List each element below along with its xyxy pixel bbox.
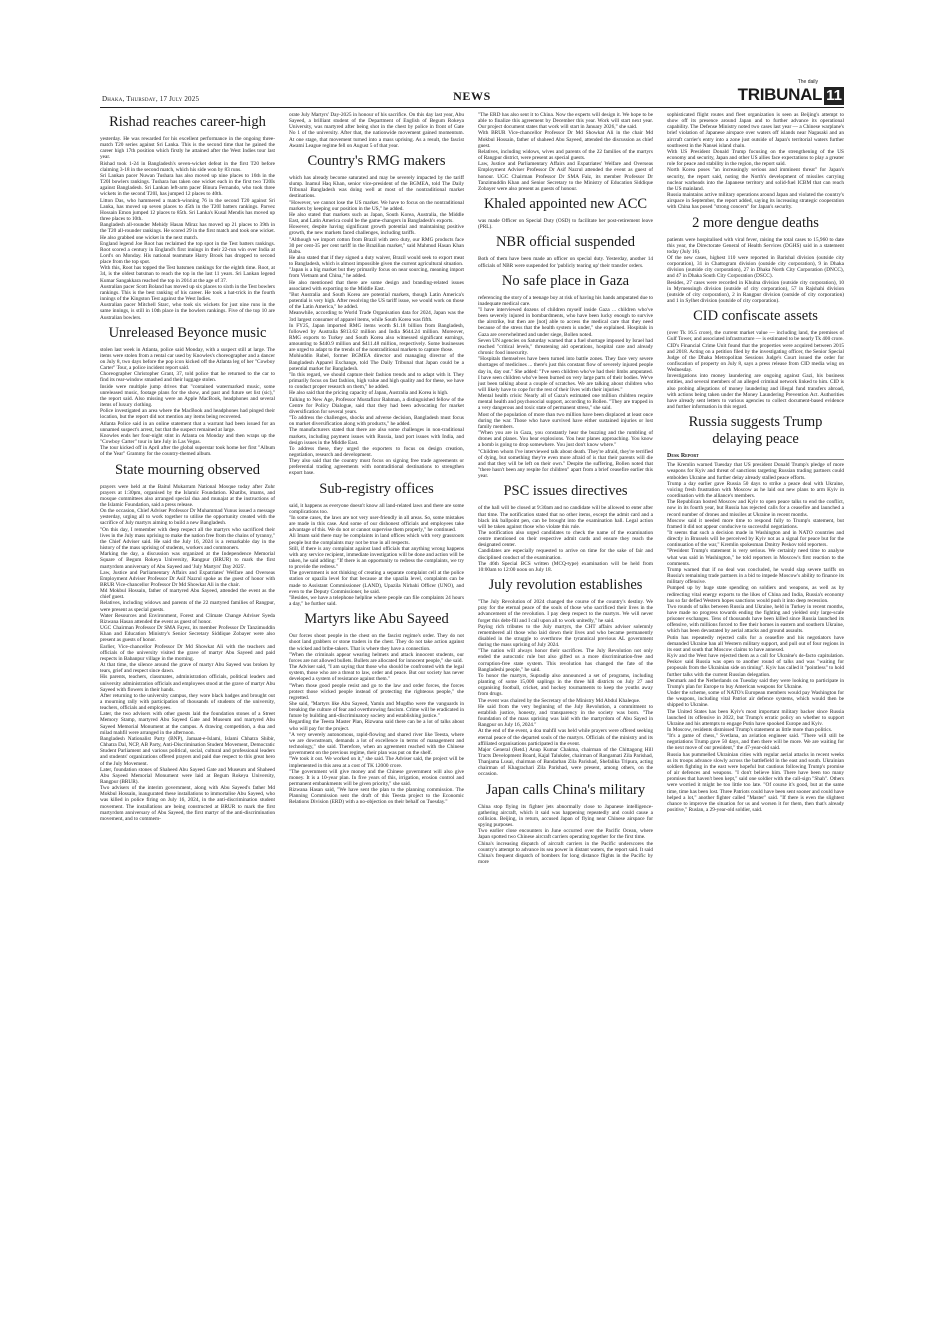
story-dengue bbox=[667, 215, 844, 305]
paragraph: "Besides, we have a telephone helpline where people can file complaints 24 hours a day," he further said. bbox=[289, 594, 464, 608]
paragraph: (over Tk 16.5 crore), the current market value — including land, the premises of Gulf Tower, and associated infrastructure — is estimated to be nearly Tk 400 crore. bbox=[667, 330, 844, 343]
paragraph: Putin has repeatedly rejected calls for a ceasefire and his negotiators have demanded Ukraine ban all Western military support, and pull out of four regions in its east and south that Moscow claims to have annexed. bbox=[667, 634, 844, 653]
paragraph: Besides, 27 cases were recorded in Khulna division (outside city corporation), 10 in Mymensingh division (outside of city corporation), 57 in Rajshahi division (outside of city corporation), 2 in Rangpur division (outside of city corporation) and 1 in Sylhet division (outside of city corporation). bbox=[667, 279, 844, 305]
story-nbr bbox=[478, 234, 653, 268]
paragraph: Australian pacer Mitchell Starc, who took six wickets for just nine runs in the same innings, is still in 10th place in the bowlers rankings. Five of the top 10 are Australian bowlers. bbox=[100, 302, 275, 321]
paragraph: Both of them have been made an officer on special duty. Yesterday, another 14 officials of NBR were suspended for 'publicly tearing up' their transfer orders. bbox=[478, 256, 653, 269]
paragraph: Choreographer Christopher Grant, 37, told police that he returned to the car to find its rear-window smashed and their luggage stolen. bbox=[100, 371, 275, 384]
paragraph: Knowles ends her four-night stint in Atlanta on Monday and then wraps up the "Cowboy Carter" tour in late July in Las Vegas. bbox=[100, 432, 275, 446]
paragraph: Still, if there is any complaint against land officials that anything wrong happens with any service recipient, immediate investigation will be done and action will be taken, he said adding: "If there is an opportunity to redress the complaints, we try to provide the redress." bbox=[289, 545, 464, 571]
paragraph: "It seems that such a decision made in Washington and in NATO countries and directly in Brussels will be perceived by Kyiv not as a signal for peace but for the continuation of the war," Kremlin spokesman Dmitry Peskov told reporters. bbox=[667, 529, 844, 549]
story-body bbox=[289, 503, 464, 608]
paragraph: The United States has been Kyiv's most important military backer since Russia launched its offensive in 2022, but Trump's erratic policy on whether to support Ukraine and his attempts to engage Putin have spooked Europe and Kyiv. bbox=[667, 708, 844, 727]
paragraph: Law, Justice and Parliamentary Affairs and Expatriates' Welfare and Overseas Employment Adviser Professor Dr Asif Nazrul attended the event as guest of honour. UGC Chairman Professor Dr SMA Faiz, its member Professor Dr Tanzimuddin Khan and Senior Secretary to the Ministry of Education Siddique Zobayer were also present as guests of honour. bbox=[478, 161, 653, 192]
paragraph: He also stated that if they signed a duty waiver, Brazil would seek to export meat to Bangladesh, which is almost impossible given the current agricultural situation. bbox=[289, 254, 464, 268]
story-body bbox=[478, 804, 653, 866]
story-japan-continued bbox=[667, 112, 844, 211]
paragraph: The Kremlin warned Tuesday that US president Donald Trump's pledge of more weapons for Kyiv and threat of sanctions targeting Russian trading partners could embolden Ukraine and further delay already stalled peace efforts. bbox=[667, 462, 844, 481]
paragraph: "When you are in Gaza, you constantly hear the buzzing and the rumbling of drones and planes. You hear explosions. You hear planes approaching. You know a bomb is going to drop somewhere. You just don't know where." bbox=[478, 430, 653, 449]
section-title: NEWS bbox=[453, 89, 491, 103]
paragraph: Investigations into money laundering are ongoing against Gazi, his business entities, and several members of an alleged criminal network linked to him. CID is also probing allegations of money laundering and illegal fund transfers abroad, with actions being taken under the Money Laundering Prevention Act. Authorities have already sent letters to various agencies to collect document-based evidence and further information in this regard. bbox=[667, 373, 844, 411]
story-body bbox=[478, 218, 653, 230]
byline: Desk Report bbox=[667, 453, 844, 460]
paragraph: The notification also urged candidates to check the name of the examination centre mentioned on their respective admit cards and ensure they reach the designated center. bbox=[478, 529, 653, 549]
paragraph: "We took it out. We worked on it," she said. The Adviser said, the project will be implemented in this area at a cost of TK 12000 crore. bbox=[289, 756, 464, 769]
paragraph: "But Australia and South Korea are potential markets, though Latin America's potential is very high. After resolving the US tariff issue, we would work on those of the Latin America," he added. bbox=[289, 291, 464, 311]
paragraph: prayers were held at the Baitul Mukarram National Mosque today after Zuhr prayers at 1:30pm, organised by the Islamic Foundation. Khatibs, imams, and mosque committees also arranged special dua and munajat at the instructions of the Islamic Foundation, said a press release. bbox=[100, 483, 275, 508]
headline-july: July revolution establishes bbox=[488, 577, 643, 594]
paragraph: The government is not thinking of creating a separate complaint cell at the police station or upazila level for that because at the upazila level, complaints can be made to Assistant Commissioner (LAND), Upazila Nirbahi Officer (UNO), and even to the Deputy Commissioner, he said. bbox=[289, 570, 464, 595]
paragraph: "The nation will always honor their sacrifices. The July Revolution not only ended the autocratic rule but also gifted us a more discrimination-free and corruption-free state system. This revolution has changed the fate of the Bangladeshi people," he said. bbox=[478, 648, 653, 673]
paragraph: Earlier, Vice-chancellor Professor Dr Md Showkat Ali with the teachers and officials of the university visited the grave of martyr Abu Sayeed and paid respects in Babanpur village in the morning. bbox=[100, 643, 275, 662]
paragraph: Relatives, including widows, wives and parents of the 22 families of the martyrs of Rangpur district, were present as special guests. bbox=[478, 148, 653, 162]
paragraph: To address these, they urged the exporters to focus on design creation, negotiation, research and development. bbox=[289, 445, 464, 458]
headline-rmg: Country's RMG makers bbox=[307, 152, 446, 169]
paragraph: To honor the martyrs, Supradip also announced a set of programs, including planting of some 15,000 saplings in the three hill districts on July 27 and organising football, cricket, and hockey tournaments to keep the youths away from drugs. bbox=[478, 672, 653, 698]
story-july bbox=[478, 577, 653, 778]
paragraph: Police investigated an area where the MacBook and headphones had pinged their location, but the report did not mention any items being recovered. bbox=[100, 408, 275, 421]
paragraph: Kyiv and the West have rejected them as a call for Ukraine's de-facto capitulation. Peskov said Russia was open to another round of talks and was "waiting for proposals from the Ukrainian side on timing". Kyiv has called it "pointless" to hold further talks with the current Russian delegation. bbox=[667, 653, 844, 678]
paragraph: referencing the story of a teenage boy at risk of having his hands amputated due to inadequate medical care. bbox=[478, 294, 653, 307]
column-2 bbox=[289, 112, 464, 1242]
paragraph: stolen last week in Atlanta, police said Monday, with a suspect still at large. The items were stolen from a rental car used by Knowles's choreographer and a dancer on July 8, two days before the pop icon kicked off the Atlanta leg of her "Cowboy Carter" Tour, a police incident report said. bbox=[100, 346, 275, 372]
paragraph: orate July Martyrs' Day-2025 in honour of his sacrifice. On this day last year, Abu Sayeed, a brilliant student of the Department of English of Begum Rokeya University, was martyred after being shot in the chest by police in front of Gate No 1 of the university. After that, the nationwide movement gained momentum. At one stage, that movement turned into a mass uprising. As a result, the fascist Awami League regime fell on August 5 of that year. bbox=[289, 112, 464, 149]
newspaper-logo bbox=[737, 79, 844, 105]
headline-psc: PSC issues directives bbox=[503, 483, 628, 500]
story-body bbox=[100, 347, 275, 458]
paragraph: His parents, teachers, classmates, administration officials, political leaders and university administration officials and employees stood at the grave of martyr Abu Sayeed with flowers in their hands. bbox=[100, 674, 275, 693]
story-subregistry bbox=[289, 481, 464, 608]
story-rmg bbox=[289, 153, 464, 477]
headline-cid: CID confiscate assets bbox=[693, 308, 818, 325]
paragraph: "When those good people resist and go to the law and order forces, the forces protect those wicked people instead of protecting the righteous people," she regretted. bbox=[289, 682, 464, 701]
headline-martyrs: Martyrs like Abu Sayeed bbox=[304, 611, 449, 628]
paragraph: "A very severely autonomous, rapid-flowing and shared river like Teesta, where we are downstream, demands a lot of excellence in terms of management and technology," she said. Therefore, when an agreement reached with the Chinese government on the previous regime, their plan was put on the shelf. bbox=[289, 731, 464, 757]
paragraph: said, it happens as everyone doesn't know all land-related laws and there are some complications too. bbox=[289, 502, 464, 515]
paragraph: "I have interviewed dozens of children myself inside Gaza ... children who've been severely injured in bombardments, who have been lucky enough to survive the airstrike, but then are [not] able to access the medical care that they need because of the stress that the health system is under," she explained. Hospitals in Gaza are overwhelmed and under siege, Bollen noted. bbox=[478, 306, 653, 338]
paragraph: "President Trump's statement is very serious. We certainly need time to analyse what was said in Washington," he told reporters in Moscow's first reaction to the comments. bbox=[667, 548, 844, 567]
paragraph: Under the scheme, some of NATO's European members would pay Washington for the weapons, including vital Patriot air defence systems, which would then be shipped to Ukraine. bbox=[667, 690, 844, 709]
paragraph: "The July Revolution of 2024 changed the course of the country's destiny. We pray for the eternal peace of the souls of those who sacrificed their lives in the advancement of the revolution. I pay deep respect to the martyrs. We will never forget this debt-fill and I call upon all to work unitedly," he said. bbox=[478, 599, 653, 624]
paragraph: Later, the two advisers with other guests laid the foundation stones of a Street Memory Stamp, martyred Abu Sayeed Gate and Museum and martyred Abu Sayeed Memorial Monument at the campus. A drawing competition, a dua and milad mahfil were arranged in the afternoon. bbox=[100, 711, 275, 736]
paragraph: "On this day, I remember with deep respect all the martyrs who sacrificed their lives in the July mass uprising to make the nation free from the chains of tyranny," the Chief Adviser said. He said the July 16, 2024 is a remarkable day in the history of the mass uprising of students, workers and commoners. bbox=[100, 526, 275, 552]
paragraph: Seven UN agencies on Saturday warned that a fuel shortage imposed by Israel had reached "critical levels," threatening aid operations, hospital care and already chronic food insecurity. bbox=[478, 337, 653, 357]
paragraph: At that time, the silence around the grave of martyr Abu Sayeed was broken by tears, grief and respect since dawn. bbox=[100, 662, 275, 675]
paragraph: After returning to the university campus, they wore black badges and brought out a mourning rally with participation of thousands of students of the university, teachers, officials and employees. bbox=[100, 692, 275, 712]
story-rishad bbox=[100, 114, 275, 321]
paragraph: Of the new cases, highest 110 were reported in Barishal division (outside city corporation), 31 in Chattogram division (outside city corporation), 9 in Dhaka division (outside city corporation), 27 in Dhaka North City Corporation (DNCC), and 47 in Dhaka South City Corporation (DSCC). bbox=[667, 254, 844, 280]
paragraph: In FY25, Japan imported RMG items worth $1.18 billion from Bangladesh, followed by Australia $813.62 million and India $644.24 million. Moreover, RMG exports to Turkey and South Korea also witnessed significant earnings, amounting to $440.9 million and $411.48 million, respectively. Some businesses are urged to adapt to the trends of the nontraditional markets to capture those. bbox=[289, 322, 464, 354]
paragraph: Mohiuddin Rubel, former BGMEA director and managing director of the Bangladesh Apparel Exchange, told The Daily Tribunal that Japan could be a potential market for Bangladesh. bbox=[289, 353, 464, 372]
paragraph: Paying rich tributes to the July martyrs, the CHT affairs adviser solemnly remembered all those who laid down their lives and who became permanently disabled in the struggle to overthrow the tyrannical previous AL government during the mass uprising of July 2024. bbox=[478, 623, 653, 649]
story-japan bbox=[478, 782, 653, 866]
logo-tagline: The daily bbox=[797, 79, 818, 85]
story-beyonce bbox=[100, 325, 275, 458]
paragraph: Litton Das, who hammered a match-winning 76 in the second T20 against Sri Lanka, has moved up seven places to 45th in the T20I batters rankings. Parvez Hossain Emon jumped 12 places to 85th. Sri Lanka's Kusal Mendis has moved up three places to 10th. bbox=[100, 197, 275, 223]
paragraph: He also mentioned that there are some design and branding-related issues associated with exporting to the Middle East. bbox=[289, 279, 464, 292]
paragraph: In Moscow, residents dismissed Trump's statement as little more than politics. bbox=[667, 726, 833, 733]
paragraph: patients were hospitalised with viral fever, raising the total cases to 15,960 to date this year, the Directorate General of Health Services (DGHS) said in a statement today (July 16). bbox=[667, 236, 844, 255]
column-1 bbox=[100, 112, 275, 1242]
edition-date: Dhaka, Thursday, 17 July 2025 bbox=[102, 95, 200, 103]
paragraph: Talking to New Age, Professor Mustafizur Rahman, a distinguished fellow of the Centre for Policy Dialogue, said that they had been advocating for market diversification for several years. bbox=[289, 396, 464, 415]
paragraph: Russia has pummelled Ukrainian cities with regular aerial attacks in recent weeks as its troops advance slowly across the battlefield in the east and south. Ukrainian soldiers fighting in the east were hopeful but cautious following Trump's promise of air defences and weapons. "I don't believe him. There have been too many promises that haven't been kept," said one soldier with the call-sign "Shah". Others were worried it might be too little too late. "Of course it's good, but at the same time, time has been lost. Three Patriots could have been sent sooner and could have helped a lot," another fighter called "Master" said. "If there is even the slightest chance to improve the situation for us and worsen it for them, then that's already positive," Ruslan, a 29-year-old soldier, said. bbox=[667, 751, 844, 813]
headline-russia: Russia suggests Trump delaying peace bbox=[688, 414, 823, 448]
headline-beyonce: Unreleased Beyonce music bbox=[108, 324, 267, 341]
paragraph: With BRUR Vice-chancellor Professor Dr Md Showkat Ali in the chair Md Mokbul Hossain, father of shaheed Abu Sayeed, attended the discussion as chief guest. bbox=[478, 130, 653, 149]
paragraph: "In this regard, we should capture their fashion trends and to adapt with it. They primarily focus on fast fashion, high value and high quality and for these, we have to conduct proper research on them," he added. bbox=[289, 371, 464, 391]
story-body bbox=[100, 136, 275, 321]
paragraph: "It's a game of chess," Svetlana, an aviation engineer said. "There will still be negotiations Trump gave 50 days, and then there will be more. We are waiting for the next move of our president," the 47-year-old said. bbox=[667, 733, 844, 752]
paragraph: Mental health crisis: Nearly all of Gaza's estimated one million children require mental health and psychosocial support, according to Bollen. "They are trapped in a very dangerous and toxic state of permanent stress," she said. bbox=[478, 393, 653, 412]
paragraph: "Japan is a big market but they primarily focus on near sourcing, meaning import from Vietnam and China," he added. bbox=[289, 267, 464, 280]
paragraph: Sri Lankan pacer Nuwan Tushara has also moved up nine places to 16th in the T20I bowlers rankings. Tushara has taken one wicket each in the first two T20Is against Bangladesh. Sri Lankan left-arm pacer Binura Fernando, who took three wickets in the second T20I, has jumped 12 places to 40th. bbox=[100, 172, 275, 198]
page-number: 11 bbox=[826, 87, 842, 104]
paragraph: He also said that the pricing capacity of Japan, Australia and Korea is high. bbox=[289, 390, 449, 397]
paragraph: They also said that the country must focus on signing free trade agreements or preferential trading agreements with nontraditional destinations to strengthen export base. bbox=[289, 458, 464, 477]
paragraph: UGC Chairman Professor Dr SMA Fayez, its member Professor Dr Tanzimuddin Khan and Education Ministry's Senior Secretary Siddique Zobayer were also present as guests of honor. bbox=[100, 625, 275, 644]
paragraph: Ali Imam said there may be complaints in land offices which with very grassroots people but the complaints may not be true in all respects. bbox=[289, 533, 464, 546]
paragraph: Atlanta Police said in an online statement that a warrant had been issued for an unnamed suspect's arrest, but that the suspect remained at large. bbox=[100, 420, 275, 433]
story-body bbox=[667, 237, 844, 305]
paragraph: China stop flying its fighter jets abnormally close to Japanese intelligence-gathering aircraft, which it said was happening repeatedly and could cause a collision. Beijing, in return, accused Japan of flying near Chinese airspace for spying purposes. bbox=[478, 803, 653, 829]
paragraph: Two rounds of talks between Russia and Ukraine, held in Turkey in recent months, have made no progress towards ending the fighting and yielded only large-scale prisoner exchanges. Tens of thousands have been killed since Russia launched its offensive, with millions forced to flee their homes in eastern and southern Ukraine, which has been devastated by aerial attacks and ground assaults. bbox=[667, 603, 844, 635]
story-martyrs bbox=[289, 611, 464, 805]
paragraph: CID's Financial Crime Unit found that the properties were acquired between 2015 and 2018. Acting on a petition filed by the investigating officer, the Senior Special Judge of the Dhaka Metropolitan Sessions Judge's Court issued the order for confiscation of property on July 8, says a press release from CID media wing on Wednesday. bbox=[667, 342, 844, 374]
story-body bbox=[478, 112, 653, 192]
story-body bbox=[289, 112, 464, 149]
paragraph: The 46th Special BCS written (MCQ-type) examination will be held from 10:00am to 12:00 noon on July 18. bbox=[478, 560, 653, 573]
paragraph: Meanwhile, according to World Trade Organisation data for 2024, Japan was the 3rd largest consumer of apparel items, while South Korea was fifth. bbox=[289, 310, 464, 323]
story-gaza bbox=[478, 273, 653, 480]
paragraph: yesterday. He was rewarded for his excellent performance in the ongoing three-match T20 series against Sri Lanka. This is the second time that he gained the career high 17th position which firstly he attained after the West Indies tour last year. bbox=[100, 136, 275, 161]
paragraph: "To address the challenges, shocks and adverse decision, Bangladesh must focus on market diversification along with products," he added. bbox=[289, 415, 464, 428]
paragraph: Two earlier close encounters in June occurred over the Pacific Ocean, where Japan spotted two Chinese aircraft carriers operating together for the first time. bbox=[478, 828, 653, 841]
headline-acc: Khaled appointed new ACC bbox=[483, 196, 648, 213]
story-acc bbox=[478, 196, 653, 230]
headline-subregistry: Sub-registry offices bbox=[319, 480, 434, 497]
headline-rishad: Rishad reaches career-high bbox=[109, 114, 266, 130]
story-body bbox=[478, 256, 653, 268]
paragraph: sophisticated flight routes and fleet organization is seen as Beijing's attempt to show off its presence around Japan and to further advance its operational capability. The Defense Ministry noted two cases last year — a Chinese warplane's brief violation of Japanese airspace over waters off islands near Nagasaki and an aircraft carrier's entry into a zone just outside of Japan's territorial waters further southwest in the Nansei island chain. bbox=[667, 112, 844, 149]
paragraph: Trump warned that if no deal was concluded, he would slap severe tariffs on Russia's remaining trade partners in a bid to impede Moscow's ability to finance its military offensive. bbox=[667, 566, 844, 586]
paragraph: With this, Root has topped the Test batsmen rankings for the eighth time. Root, at 34, is the oldest batsman to reach the top in the last 11 years. Sri Lankan legend Kumar Sangakkara reached the top in 2014 at the age of 37. bbox=[100, 265, 275, 284]
paragraph: "Hospitals themselves have been turned into battle zones. They face very severe shortages of medicines ... there's just this constant flow of severely injured people day in, day out." She added: "I've seen children who've had their limbs amputated. I have seen children who've been burned on very large parts of their bodies. We've just been talking about a couple of scratches. We are talking about children who will likely have to cope for the rest of their lives with their injuries." bbox=[478, 356, 653, 393]
paragraph: of the hall will be closed at 9:30am and no candidate will be allowed to enter after that time. The notification stated that no other items, except the admit card and a black ink ballpoint pen, can be brought into the examination hall. Legal action will be taken against those who violate this rule. bbox=[478, 505, 653, 530]
logo-wordmark: TRIBUNAL bbox=[737, 85, 823, 104]
story-body bbox=[667, 112, 844, 211]
paragraph: On the occasion, Chief Adviser Professor Dr Muhammad Yunus issued a message yesterday, urging all to work together to utilise the opportunity created with the sacrifice of July martyrs aiming to build a new Bangladesh. bbox=[100, 508, 275, 527]
story-russia bbox=[667, 414, 844, 813]
paragraph: Moscow said it needed more time to respond fully to Trump's statement, but framed it did not appear conducive to successful negotiations. bbox=[667, 517, 844, 530]
paragraph: Rishad took 1-24 in Bangladesh's seven-wicket defeat in the first T20 before claiming 3-18 in the second match, which his side won by 83 runs. bbox=[100, 160, 275, 173]
headline-japan: Japan calls China's military bbox=[485, 781, 646, 798]
story-mourning bbox=[100, 462, 275, 823]
paragraph: China's increasing dispatch of aircraft carriers in the Pacific underscores the country's attempt to advance its sea power in distant waters, the report said. It said China's frequent dispatch of bombers for long distance flights in the Pacific by more bbox=[478, 840, 653, 865]
paragraph: The tour kicked off in April after the global superstar took home her first "Album of the Year" Grammy for the country-themed album. bbox=[100, 445, 275, 458]
paragraph: Bangladesh Nationalist Party (BNP), Jamaat-e-Islami, Islami Chhatra Shibir, Chhatra Dal, NCP, AB Party, Anti-Discrimination Student Movement, Democratic Student Parliament and various political, social, cultural and professional leaders and students' organizations offered prayers and paid due respect to this great hero of the July Movement. bbox=[100, 735, 275, 767]
paragraph: Inside were multiple jump drives that "contained watermarked music, some unreleased music, footage plans for the show, and past and future set list (sic)," the report said. Also missing were an Apple MacBook, headphones and several items of luxury clothing. bbox=[100, 383, 275, 409]
paragraph: Most of the population of more than two million have been displaced at least once during the war. Those who have survived have either sustained injuries or lost family members. bbox=[478, 411, 653, 430]
paragraph: Russia maintains active military operations around Japan and violated the country's airspace in September, the report added, saying its increasing strategic cooperation with China has posed "strong concern" for Japan's security. bbox=[667, 192, 844, 211]
paragraph: "However, we cannot lose the US market. We have to focus on the nontraditional markets by keeping our position in the US," he added. bbox=[289, 199, 464, 212]
story-martyrs-continued bbox=[478, 112, 653, 192]
paragraph: Md Mokbul Hossain, father of martyred Abu Sayeed, attended the event as the chief guest. bbox=[100, 588, 275, 601]
paragraph: which has already become saturated and may be severely impacted by the tariff slump. Inamul Haq Khan, senior vice-president of the BGMEA, told The Daily Tribunal Bangladesh was doing well at most of the nontraditional market destinations. bbox=[289, 174, 464, 200]
paragraph: However, despite having significant growth potential and maintaining positive growth, the new markets faced challenges, including tariffs. bbox=[289, 224, 464, 237]
paragraph: The manufacturers stated that there are also some challenges in non-traditional markets, including payment issues with Russia, land port issues with India, and design issues in the Middle East. bbox=[289, 427, 464, 446]
story-body bbox=[667, 462, 844, 813]
paragraph: Rizwana Hasan said, "We have sent the plan to the planning commission. The Planning Commission sent the draft of this Teesta project to the Economic Relations Division (ERD) with a no-objection on their behalf on Tuesday." bbox=[289, 787, 464, 806]
paragraph: "The ERD has also sent it to China. Now the experts will design it. We hope to be able to finalize this agreement by December this year. Work will start next year. Our project document states that work will start in January 2026," she said. bbox=[478, 112, 653, 131]
paragraph: The event was chaired by the Secretary of the Ministry Md Abdul Khaleque. bbox=[478, 697, 641, 704]
story-body bbox=[667, 330, 844, 410]
paragraph: "Although we import cotton from Brazil with zero duty, our RMG products face 30 per cent-35 per cent tariff in the Brazilian market," said Mahmud Hasan Khan Babu. bbox=[289, 236, 464, 255]
paragraph: Two advisers of the interim government, along with Abu Sayeed's father Md Mokbul Hossain, inaugurated these installations to immortalise Abu Sayeed, who was killed in police firing on July 16, 2024, in the anti-discrimination student movement. The installations are being constructed at BRUR to mark the first martyrdom anniversary of Abu Sayeed, the first martyr of the anti-discrimination movement, and to commem- bbox=[100, 785, 275, 822]
paragraph: "When the criminals appear wearing helmets and attack innocent students, our forces are not allowed bullets. Bullets are allocated for innocent people," she said. bbox=[289, 651, 464, 664]
headline-nbr: NBR official suspended bbox=[495, 234, 636, 251]
paragraph: The Adviser said, "I am saying that those who should be confronted with the legal system, those who are a threat to law, order and peace. But our society has never developed a system of resistance against them." bbox=[289, 664, 464, 683]
story-body bbox=[478, 295, 653, 480]
paragraph: "The government will give money and the Chinese government will also give money. It is a 10-year plan. In five years of this, irrigation, erosion control and permanent embankments will be given priority," she said. bbox=[289, 768, 464, 787]
column-3 bbox=[478, 112, 653, 1242]
story-body bbox=[478, 599, 653, 778]
paragraph: Trump a day earlier gave Russia 50 days to strike a peace deal with Ukraine, voicing fresh frustration with Moscow as he laid out new plans to arm Kyiv in coordination with the alliance's members. bbox=[667, 480, 844, 500]
paragraph: Our forces shoot people in the chest on the fascist regime's order. They do not shoot land grabbers or stone traders in the chest. They do not take action against the wicked and bribe-takers. That is where they have a connection. bbox=[289, 633, 464, 652]
story-body bbox=[100, 484, 275, 823]
paragraph: Marking the day, a discussion was organized at the Independence Memorial Square of Begum Rokeya University, Rangpur (BRUR) to mark the first martyrdom anniversary of Abu Sayeed and 'July Martyrs' Day 2025'. bbox=[100, 551, 275, 570]
paragraph: Law, Justice and Parliamentary Affairs and Expatriates' Welfare and Overseas Employment Adviser Professor Dr Asif Nazrul spoke as the guest of honor with BRUR Vice-chancellor Professor Dr Md Showkat Ali in the chair. bbox=[100, 569, 275, 588]
paragraph: She said, "Martyrs like Abu Sayeed, Yamin and Mugdho were the vanguards in breaking the culture of fear and overthrowing fascism. Crime will be eradicated in future by building anti-discriminatory society and establishing justice." bbox=[289, 700, 464, 720]
paragraph: He said from the very beginning of the July Revolution, a commitment to establish justice, honesty, and transparency in the society was born. "The foundation of the mass uprising was laid with the martyrdom of Abu Sayed in Rangpur on July 16, 2024." bbox=[478, 703, 653, 729]
paragraph: Regarding the Teesta Master Plan, Rizwana said there can be a lot of talks about who will pay for the project. bbox=[289, 719, 464, 732]
paragraph: England legend Joe Root has reclaimed the top spot in the Test batters rankings. Root scored a century in England's first innings in their 22-run win over India at Lord's on Monday. His national teammate Harry Brook has dropped to second place from the top spot. bbox=[100, 240, 275, 266]
headline-dengue: 2 more dengue deaths bbox=[692, 214, 819, 231]
story-body bbox=[289, 633, 464, 805]
paragraph: He also stated that markets such as Japan, South Korea, Australia, the Middle East, and Latin America could be the game-changers in Bangladesh's exports. bbox=[289, 211, 464, 225]
paragraph: Water Resources and Environment, Forest and Climate Change Adviser Syeda Rizwana Hasan attended the event as guest of honor. bbox=[100, 612, 275, 625]
headline-mourning: State mourning observed bbox=[115, 461, 260, 478]
paragraph: Bangladesh all-rounder Mehidy Hasan Miraz has moved up 21 places to 39th in the T20 all-rounder rankings. He scored 29 in the first match and took one wicket. He also grabbed one wicket in the next match. bbox=[100, 222, 275, 241]
paragraph: Later, foundation stones of Shaheed Abu Sayeed Gate and Museum and Shaheed Abu Sayeed Memorial Monument were laid at Begum Rokeya University, Rangpur (BRUR). bbox=[100, 766, 275, 785]
masthead bbox=[100, 79, 844, 108]
paragraph: Relatives, including widows and parents of the 22 martyred families of Rangpur, were present as special guests. bbox=[100, 600, 275, 613]
paragraph: Australian pacer Scott Boland has moved up six places to sixth in the Test bowlers rankings. This is the best ranking of his career. He took a hat-trick in the fourth innings of the Kingston Test against the West Indies. bbox=[100, 283, 275, 303]
story-mourning-continued bbox=[289, 112, 464, 149]
paragraph: was made Officer on Special Duty (OSD) to facilitate her post-retirement leave (PRL). bbox=[478, 218, 653, 231]
paragraph: "Children whom I've interviewed talk about death. They're afraid, they're terrified of dying, but something they're even more afraid of is that their parents will die and that they will be left on their own." Despite the suffering, Bollen noted that "there hasn't been any respite for children" apart from a brief ceasefire earlier this year. bbox=[478, 448, 653, 480]
paragraph: Major General (Retd.) Anup Kumar Chakma, chairman of the Chittagong Hill Tracts Development Board, Kajal Talukder, chairman of Rangamati Zila Parishad, Thanjama Lusai, chairman of Bandarban Zila Parishad, Shefalika Tripura, acting chairman of Khagrachari Zila Parishad, were present, among others, on the occasion. bbox=[478, 746, 653, 778]
paragraph: With US President Donald Trump focusing on the strengthening of the US economy and security, Japan and other US allies face expectations to play a greater role for peace and stability in the region, the report said. bbox=[667, 148, 844, 168]
paragraph: "In some cases, the laws are not very user-friendly in all areas. So, some mistakes are made in this case. And some of our dishonest officials and employees take advantage of this. We do not or cannot supervise them properly," he continued. bbox=[289, 514, 464, 534]
paragraph: North Korea poses "an increasingly serious and imminent threat" for Japan's security, the report said, noting the North's development of missiles carrying nuclear warheads into the Japanese territory and solid-fuel ICBM that can reach the US mainland. bbox=[667, 167, 844, 192]
story-cid bbox=[667, 308, 844, 410]
paragraph: Denmark and the Netherlands on Tuesday said they were looking to participate in Trump's plan for Europe to buy American weapons for Ukraine. bbox=[667, 677, 844, 690]
story-psc bbox=[478, 483, 653, 573]
headline-gaza: No safe place in Gaza bbox=[501, 272, 630, 289]
paragraph: Pumped up by huge state spending on soldiers and weapons, as well as by redirecting vital energy exports to the likes of China and India, Russia's economy has so far defied Western hopes sanctions would push it into deep recession. bbox=[667, 585, 844, 604]
paragraph: At the end of the event, a doa mahfil was held while prayers were offered seeking eternal peace of the departed souls of the martyrs. Officials of the ministry and its affiliated organisations participated in the event. bbox=[478, 728, 653, 747]
column-4 bbox=[667, 112, 844, 1242]
story-body bbox=[289, 175, 464, 477]
paragraph: The Republican hosted Moscow and Kyiv to open peace talks to end the conflict, now in its fourth year, but Russia has rejected calls for a ceasefire and launched a record number of drones and missiles at Ukraine in recent months. bbox=[667, 499, 844, 518]
paragraph: Candidates are especially requested to arrive on time for the sake of fair and disciplined conduct of the examination. bbox=[478, 548, 653, 561]
story-body bbox=[478, 505, 653, 573]
